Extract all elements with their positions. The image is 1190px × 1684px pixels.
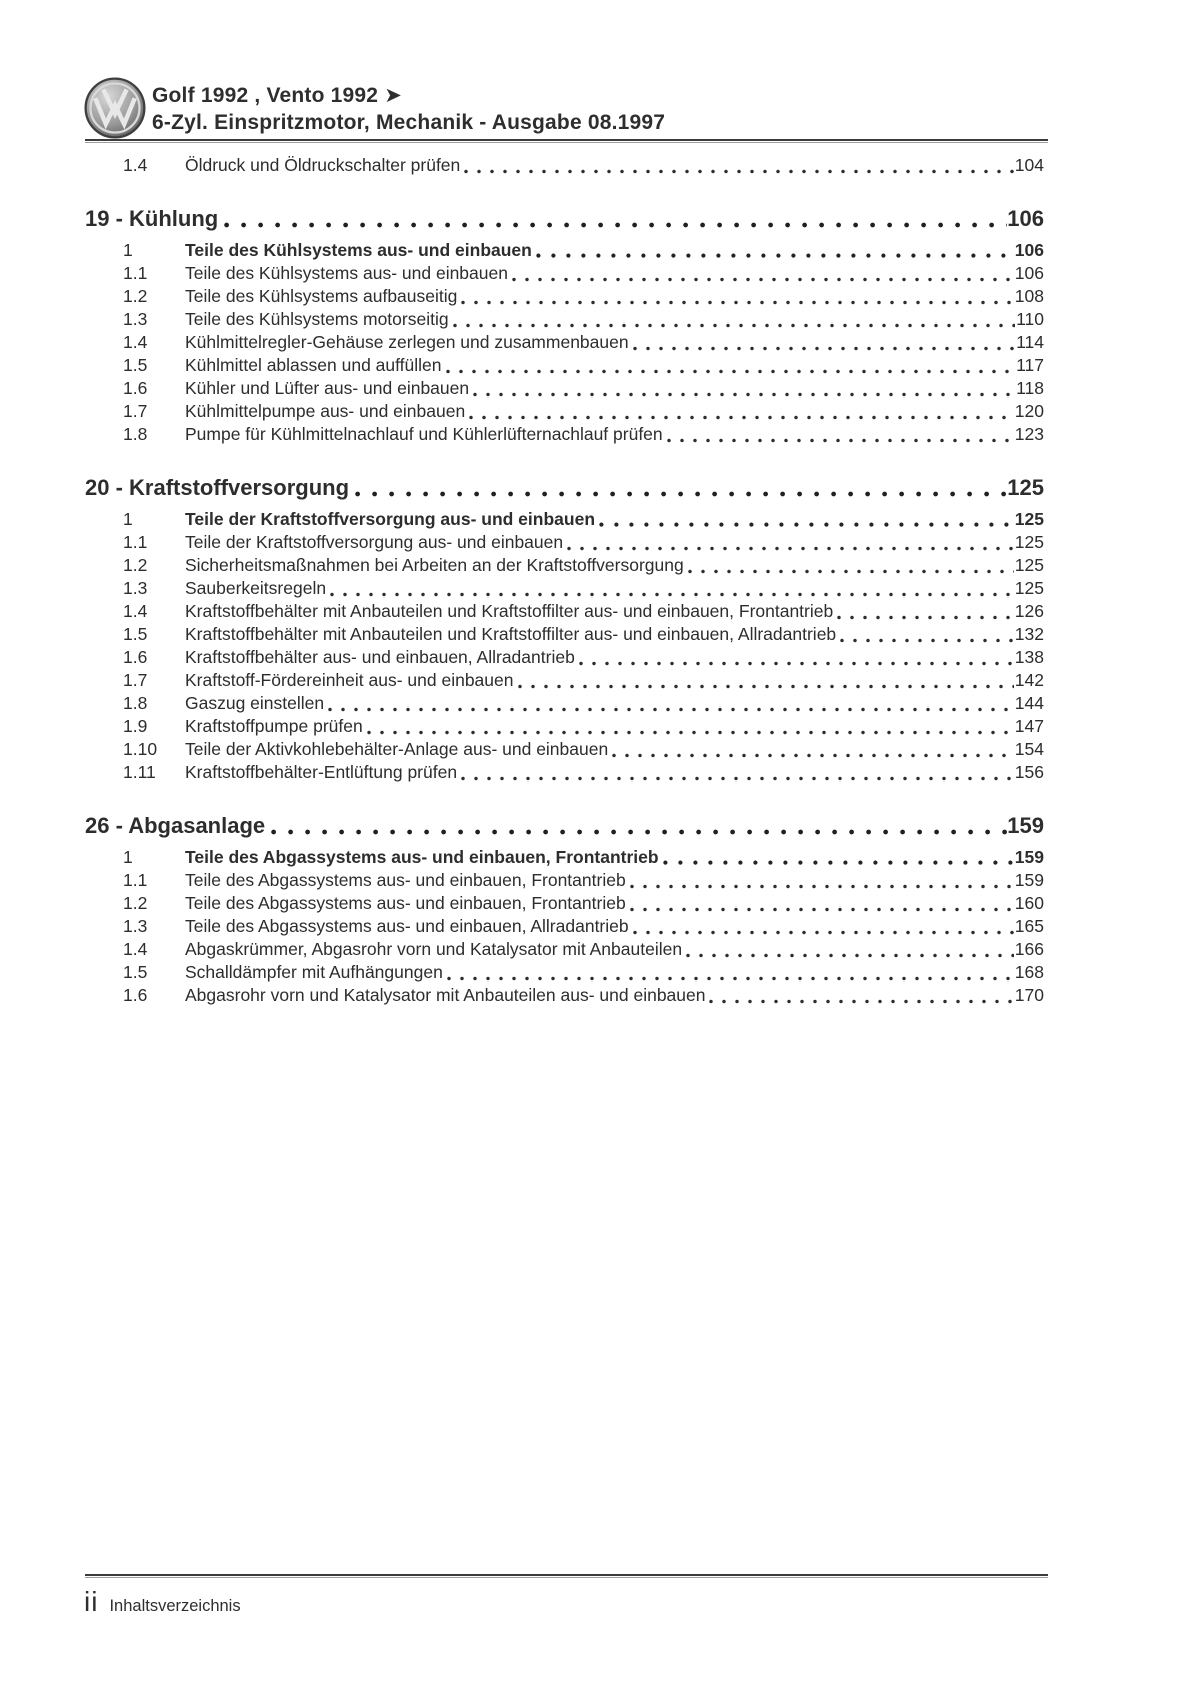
- entry-title: Öldruck und Öldruckschalter prüfen: [185, 155, 461, 175]
- entry-number: 1.4: [123, 332, 148, 352]
- leader-dots: [709, 999, 1013, 1004]
- toc-entry: [0, 962, 1190, 985]
- leader-dots: [536, 253, 1014, 259]
- entry-page: 144: [1014, 693, 1044, 713]
- entry-title: Teile des Abgassystems aus- und einbauen, Frontantrieb: [185, 893, 626, 913]
- toc-entry: [0, 555, 1190, 578]
- section-page: 125: [1007, 475, 1044, 500]
- entry-page: 125: [1014, 509, 1044, 529]
- toc-entry: [0, 893, 1190, 916]
- entry-title: Teile des Abgassystems aus- und einbauen, Frontantrieb: [185, 870, 626, 890]
- toc-entry: [0, 693, 1190, 716]
- footer-divider: [85, 1574, 1048, 1578]
- leader-dots: [473, 392, 1015, 397]
- entry-page: 117: [1016, 355, 1044, 375]
- toc-entry: [0, 532, 1190, 555]
- entry-number: 1.6: [123, 378, 148, 398]
- leader-dots: [518, 684, 1014, 689]
- leader-dots: [567, 546, 1014, 551]
- leader-dots: [840, 638, 1014, 643]
- entry-number: 1.4: [123, 601, 148, 621]
- entry-title: Pumpe für Kühlmittelnachlauf und Kühlerlüfternachlauf prüfen: [185, 424, 663, 444]
- header-engine-line: 6-Zyl. Einspritzmotor, Mechanik - Ausgabe 08.1997: [152, 111, 666, 134]
- header-divider: [85, 139, 1048, 143]
- section-page: 106: [1007, 206, 1044, 231]
- entry-number: 1.3: [123, 916, 148, 936]
- toc-entry: [0, 985, 1190, 1008]
- toc-section-heading: [0, 473, 1190, 503]
- toc-entry: [0, 309, 1190, 332]
- entry-page: 159: [1014, 870, 1044, 890]
- entry-number: 1.9: [123, 716, 148, 736]
- leader-dots: [633, 346, 1016, 351]
- entry-page: 125: [1014, 578, 1044, 598]
- entry-page: 159: [1014, 847, 1044, 867]
- entry-title: Kraftstoffbehälter aus- und einbauen, Allradantrieb: [185, 647, 575, 667]
- leader-dots: [837, 615, 1014, 620]
- section-label: 20 - Kraftstoffversorgung: [85, 475, 350, 500]
- toc-entry: [0, 762, 1190, 785]
- toc-section-heading: [0, 204, 1190, 234]
- entry-page: 165: [1014, 916, 1044, 936]
- entry-page: 110: [1016, 309, 1044, 329]
- section-page: 159: [1007, 813, 1044, 838]
- entry-number: 1.6: [123, 985, 148, 1005]
- entry-title: Kraftstoffbehälter mit Anbauteilen und Kraftstoffilter aus- und einbauen, Allradantrieb: [185, 624, 837, 644]
- entry-page: 114: [1016, 332, 1044, 352]
- leader-dots: [630, 884, 1014, 889]
- leader-dots: [367, 730, 1014, 735]
- entry-page: 154: [1014, 739, 1044, 759]
- leader-dots: [447, 976, 1014, 981]
- entry-number: 1.4: [123, 155, 148, 175]
- entry-page: 160: [1014, 893, 1044, 913]
- leader-dots: [453, 323, 1016, 328]
- entry-number: 1.3: [123, 309, 148, 329]
- entry-title: Kraftstoffbehälter-Entlüftung prüfen: [185, 762, 458, 782]
- entry-title: Sauberkeitsregeln: [185, 578, 327, 598]
- entry-title: Kühler und Lüfter aus- und einbauen: [185, 378, 470, 398]
- entry-page: 106: [1014, 263, 1044, 283]
- page-footer: [84, 1586, 241, 1618]
- toc-intro-entries: [0, 155, 1190, 178]
- entry-title: Teile des Abgassystems aus- und einbauen, Allradantrieb: [185, 916, 629, 936]
- toc-entry: [0, 155, 1190, 178]
- leader-dots: [688, 569, 1014, 574]
- entry-title: Teile des Kühlsystems aufbauseitig: [185, 286, 458, 306]
- toc-entry: [0, 509, 1190, 532]
- section-entries: [0, 509, 1190, 785]
- toc-entry: [0, 332, 1190, 355]
- entry-number: 1.5: [123, 624, 148, 644]
- toc-section-heading: [0, 811, 1190, 841]
- leader-dots: [461, 776, 1014, 781]
- toc-entry: [0, 739, 1190, 762]
- leader-dots: [663, 860, 1014, 866]
- toc-entry: [0, 355, 1190, 378]
- leader-dots: [224, 222, 1007, 229]
- entry-number: 1.1: [123, 870, 148, 890]
- entry-page: 125: [1014, 555, 1044, 575]
- leader-dots: [469, 415, 1014, 420]
- toc-section: [0, 204, 1190, 447]
- entry-number: 1: [123, 240, 133, 260]
- entry-title: Kühlmittelpumpe aus- und einbauen: [185, 401, 466, 421]
- section-label: 19 - Kühlung: [85, 206, 219, 231]
- leader-dots: [612, 753, 1014, 758]
- leader-dots: [633, 930, 1014, 935]
- toc-entry: [0, 240, 1190, 263]
- entry-number: 1.11: [123, 762, 156, 782]
- entry-page: 126: [1014, 601, 1044, 621]
- entry-title: Teile der Kraftstoffversorgung aus- und einbauen: [185, 509, 596, 529]
- toc-section: [0, 811, 1190, 1008]
- entry-number: 1.6: [123, 647, 148, 667]
- leader-dots: [579, 661, 1014, 666]
- leader-dots: [667, 438, 1014, 443]
- entry-number: 1.5: [123, 962, 148, 982]
- entry-page: 132: [1014, 624, 1044, 644]
- entry-title: Kraftstoffpumpe prüfen: [185, 716, 363, 736]
- entry-page: 156: [1014, 762, 1044, 782]
- leader-dots: [446, 369, 1016, 374]
- entry-page: 125: [1014, 532, 1044, 552]
- entry-page: 168: [1014, 962, 1044, 982]
- toc-entry: [0, 870, 1190, 893]
- entry-page: 166: [1014, 939, 1044, 959]
- entry-number: 1.7: [123, 401, 148, 421]
- entry-number: 1.8: [123, 693, 148, 713]
- entry-title: Kraftstoffbehälter mit Anbauteilen und Kraftstoffilter aus- und einbauen, Frontantrieb: [185, 601, 834, 621]
- entry-title: Teile des Kühlsystems motorseitig: [185, 309, 449, 329]
- toc-section: [0, 473, 1190, 785]
- entry-title: Kühlmittelregler-Gehäuse zerlegen und zusammenbauen: [185, 332, 629, 352]
- entry-title: Teile der Aktivkohlebehälter-Anlage aus- und einbauen: [185, 739, 609, 759]
- leader-dots: [630, 907, 1014, 912]
- toc-entry: [0, 424, 1190, 447]
- entry-page: 118: [1016, 378, 1044, 398]
- entry-number: 1.7: [123, 670, 148, 690]
- leader-dots: [271, 829, 1007, 836]
- toc-entry: [0, 601, 1190, 624]
- toc-sections: [0, 204, 1190, 1008]
- entry-number: 1.1: [123, 263, 148, 283]
- vw-logo-icon: [84, 77, 146, 139]
- toc-entry: [0, 401, 1190, 424]
- entry-title: Kraftstoff-Fördereinheit aus- und einbauen: [185, 670, 514, 690]
- entry-number: 1: [123, 509, 133, 529]
- entry-title: Gaszug einstellen: [185, 693, 325, 713]
- entry-title: Schalldämpfer mit Aufhängungen: [185, 962, 443, 982]
- leader-dots: [330, 592, 1014, 597]
- entry-title: Teile der Kraftstoffversorgung aus- und einbauen: [185, 532, 564, 552]
- leader-dots: [328, 707, 1014, 712]
- leader-dots: [464, 169, 1014, 174]
- toc-entry: [0, 847, 1190, 870]
- entry-title: Sicherheitsmaßnahmen bei Arbeiten an der Kraftstoffversorgung: [185, 555, 684, 575]
- entry-page: 123: [1014, 424, 1044, 444]
- entry-page: 106: [1014, 240, 1044, 260]
- toc-entry: [0, 647, 1190, 670]
- entry-title: Abgasrohr vorn und Katalysator mit Anbauteilen aus- und einbauen: [185, 985, 706, 1005]
- header-model-line: Golf 1992 , Vento 1992 ➤: [152, 84, 403, 107]
- entry-number: 1: [123, 847, 133, 867]
- entry-page: 138: [1014, 647, 1044, 667]
- section-label: 26 - Abgasanlage: [85, 813, 266, 838]
- toc-entry: [0, 916, 1190, 939]
- leader-dots: [686, 953, 1014, 958]
- entry-title: Teile des Kühlsystems aus- und einbauen: [185, 263, 508, 283]
- toc-entry: [0, 263, 1190, 286]
- page-header: [152, 82, 665, 136]
- entry-page: 142: [1014, 670, 1044, 690]
- leader-dots: [512, 277, 1014, 282]
- leader-dots: [355, 491, 1007, 498]
- toc-entry: [0, 670, 1190, 693]
- table-of-contents: [0, 155, 1190, 1008]
- entry-number: 1.2: [123, 555, 148, 575]
- toc-entry: [0, 939, 1190, 962]
- toc-entry: [0, 286, 1190, 309]
- section-entries: [0, 847, 1190, 1008]
- entry-title: Teile des Abgassystems aus- und einbauen, Frontantrieb: [185, 847, 659, 867]
- toc-entry: [0, 378, 1190, 401]
- entry-number: 1.2: [123, 286, 148, 306]
- entry-page: 170: [1014, 985, 1044, 1005]
- entry-number: 1.3: [123, 578, 148, 598]
- entry-page: 108: [1014, 286, 1044, 306]
- footer-label: Inhaltsverzeichnis: [109, 1597, 241, 1615]
- footer-page-marker: ii: [84, 1586, 99, 1617]
- entry-number: 1.10: [123, 739, 158, 759]
- leader-dots: [599, 522, 1014, 528]
- entry-number: 1.8: [123, 424, 148, 444]
- entry-number: 1.1: [123, 532, 148, 552]
- entry-title: Teile des Kühlsystems aus- und einbauen: [185, 240, 532, 260]
- entry-number: 1.5: [123, 355, 148, 375]
- entry-page: 120: [1014, 401, 1044, 421]
- entry-page: 147: [1014, 716, 1044, 736]
- entry-number: 1.2: [123, 893, 148, 913]
- section-entries: [0, 240, 1190, 447]
- entry-title: Kühlmittel ablassen und auffüllen: [185, 355, 442, 375]
- entry-page: 104: [1014, 155, 1044, 175]
- toc-entry: [0, 578, 1190, 601]
- leader-dots: [461, 300, 1013, 305]
- entry-title: Abgaskrümmer, Abgasrohr vorn und Katalysator mit Anbauteilen: [185, 939, 683, 959]
- entry-number: 1.4: [123, 939, 148, 959]
- toc-entry: [0, 716, 1190, 739]
- toc-entry: [0, 624, 1190, 647]
